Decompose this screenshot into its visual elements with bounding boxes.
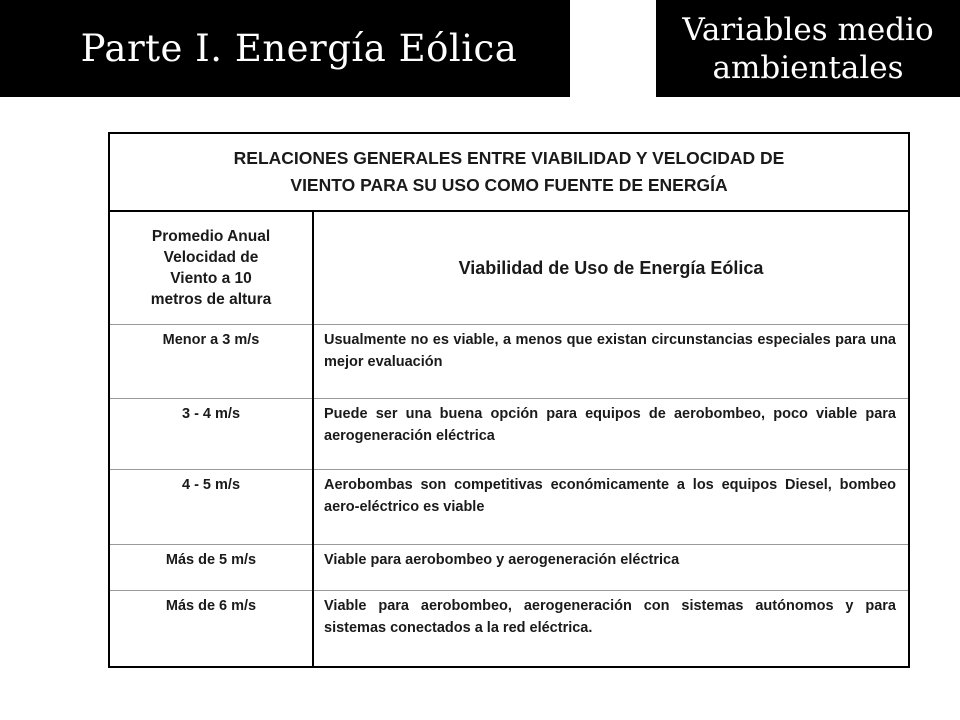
speed-cell: Más de 5 m/s xyxy=(109,545,313,591)
viability-cell: Puede ser una buena opción para equipos de aerobombeo, poco viable para aerogeneración eléctrica xyxy=(313,399,909,470)
table-row xyxy=(109,325,909,399)
viability-cell: Viable para aerobombeo y aerogeneración eléctrica xyxy=(313,545,909,591)
section-banner xyxy=(656,0,960,97)
column-header-speed-line: Promedio Anual xyxy=(151,228,271,245)
column-header-viability: Viabilidad de Uso de Energía Eólica xyxy=(313,211,909,325)
viability-cell: Viable para aerobombeo, aerogeneración con sistemas autónomos y para sistemas conectados a la red eléctrica. xyxy=(313,591,909,668)
table-title-line-1: RELACIONES GENERALES ENTRE VIABILIDAD Y VELOCIDAD DE xyxy=(233,148,785,168)
speed-cell: 4 - 5 m/s xyxy=(109,470,313,545)
speed-cell: Más de 6 m/s xyxy=(109,591,313,668)
table-title-line-2: VIENTO PARA SU USO COMO FUENTE DE ENERGÍA xyxy=(290,175,728,195)
speed-cell: Menor a 3 m/s xyxy=(109,325,313,399)
section-title-line-1: Variables medio xyxy=(682,11,934,48)
section-title-line-2: ambientales xyxy=(712,49,904,86)
viability-table xyxy=(108,132,910,668)
column-header-speed xyxy=(109,211,313,325)
table-title-row xyxy=(109,133,909,211)
table-header-row xyxy=(109,211,909,325)
title-banner xyxy=(0,0,570,97)
column-header-speed-line: metros de altura xyxy=(150,291,272,308)
page-title: Parte I. Energía Eólica xyxy=(80,27,518,70)
table-row xyxy=(109,399,909,470)
table-row xyxy=(109,591,909,668)
column-header-speed-line: Velocidad de xyxy=(163,249,259,266)
table-title xyxy=(109,133,909,211)
column-header-speed-line: Viento a 10 xyxy=(170,270,252,287)
viability-cell: Usualmente no es viable, a menos que existan circunstancias especiales para una mejor evaluación xyxy=(313,325,909,399)
speed-cell: 3 - 4 m/s xyxy=(109,399,313,470)
viability-cell: Aerobombas son competitivas económicamente a los equipos Diesel, bombeo aero-eléctrico es viable xyxy=(313,470,909,545)
table-row xyxy=(109,545,909,591)
table-row xyxy=(109,470,909,545)
